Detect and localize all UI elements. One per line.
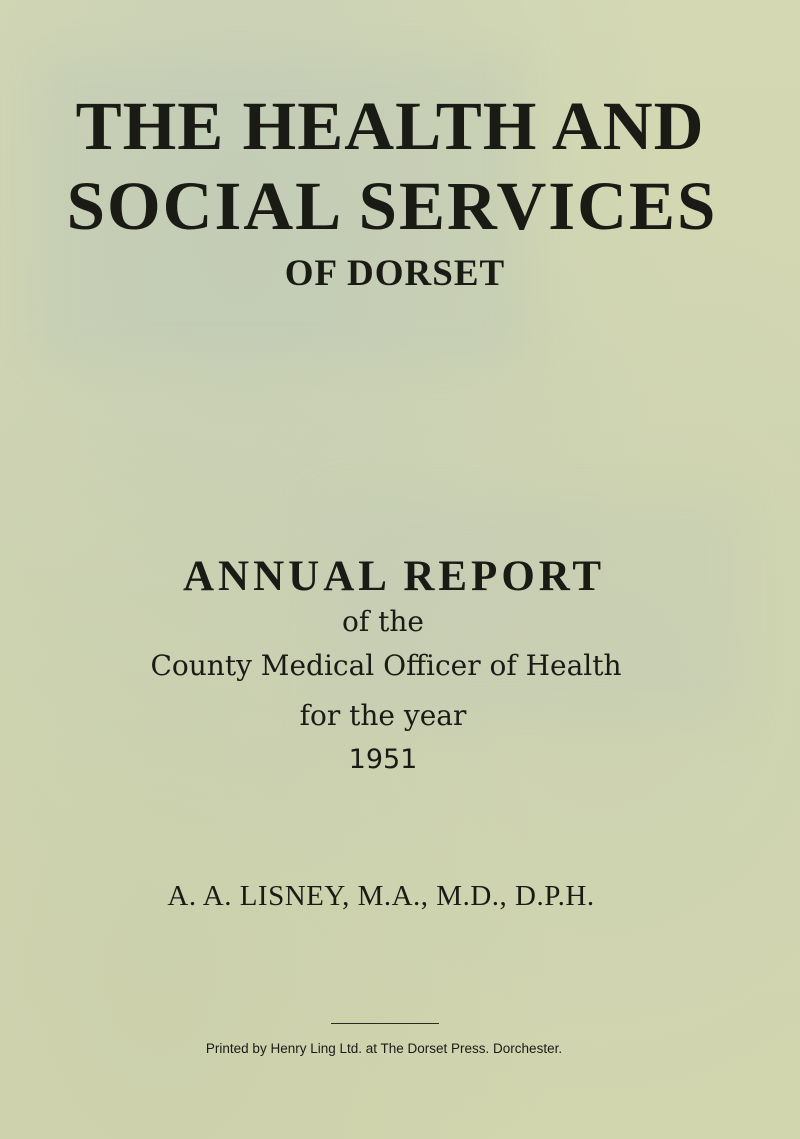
report-year: 1951 bbox=[348, 744, 418, 775]
subtitle-for-year: for the year bbox=[299, 699, 467, 732]
report-heading: ANNUAL REPORT bbox=[183, 553, 605, 600]
title-line-2: SOCIAL SERVICES bbox=[66, 168, 718, 244]
printer-imprint: Printed by Henry Ling Ltd. at The Dorset Press. Dorchester. bbox=[205, 1041, 563, 1056]
title-line-1: THE HEALTH AND bbox=[75, 88, 705, 164]
divider-rule bbox=[331, 1023, 439, 1024]
author-credit: A. A. LISNEY, M.A., M.D., D.P.H. bbox=[167, 880, 595, 912]
subtitle-of-the: of the bbox=[342, 605, 424, 638]
title-line-3: OF DORSET bbox=[284, 253, 506, 294]
subtitle-officer: County Medical Officer of Health bbox=[150, 649, 622, 682]
